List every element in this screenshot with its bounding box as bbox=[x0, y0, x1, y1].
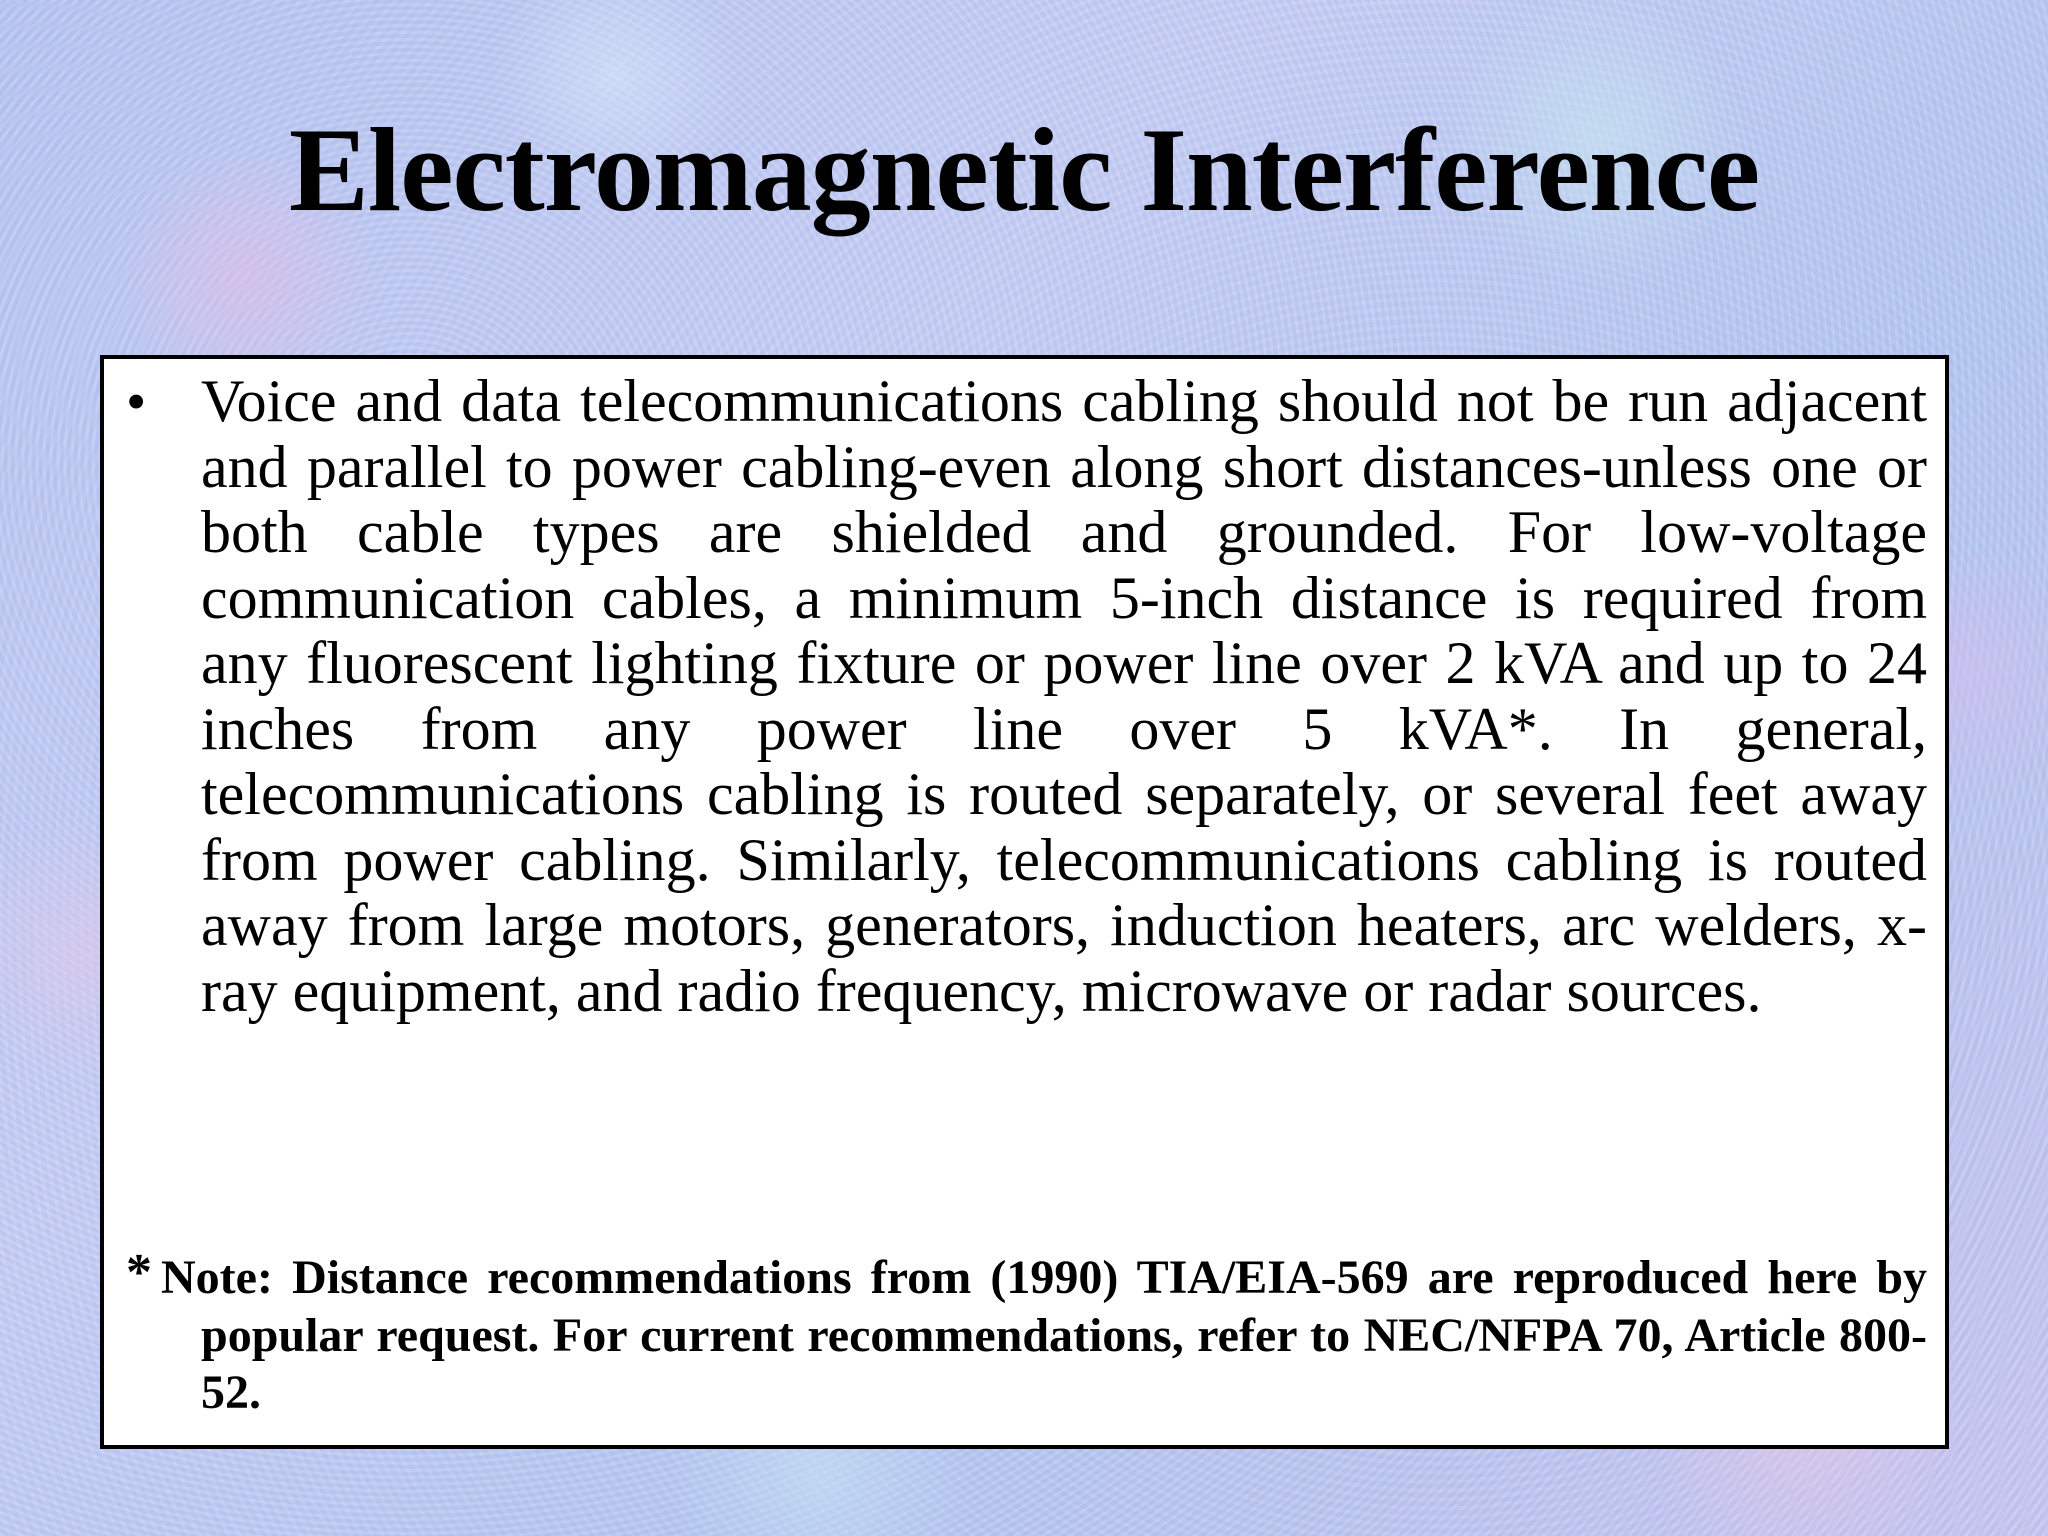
slide-title: Electromagnetic Interference bbox=[288, 103, 1760, 236]
bullet-text: Voice and data telecommunications cabling should not be run adjacent and parallel to power cabling-even along short distances-unless one or both cable types are shielded and grounded. For low-voltage communication cables, a minimum 5-inch distance is required from any fluorescent lighting fixture or power line over 2 kVA and up to 24 inches from any power line over 5 kVA*. In general, telecommunications cabling is routed separately, or several feet away from power cabling. Similarly, telecommunications cabling is routed away from large motors, generators, induction heaters, arc welders, x-ray equipment, and radio frequency, microwave or radar sources. bbox=[201, 368, 1927, 1024]
content-box bbox=[100, 355, 1949, 1449]
footnote-text: Note: Distance recommendations from (1990) TIA/EIA-569 are reproduced here by popular request. For current recommendations, refer to NEC/NFPA 70, Article 800-52. bbox=[161, 1251, 1927, 1419]
bullet-icon: • bbox=[126, 369, 147, 434]
footnote-asterisk: * bbox=[126, 1244, 152, 1301]
